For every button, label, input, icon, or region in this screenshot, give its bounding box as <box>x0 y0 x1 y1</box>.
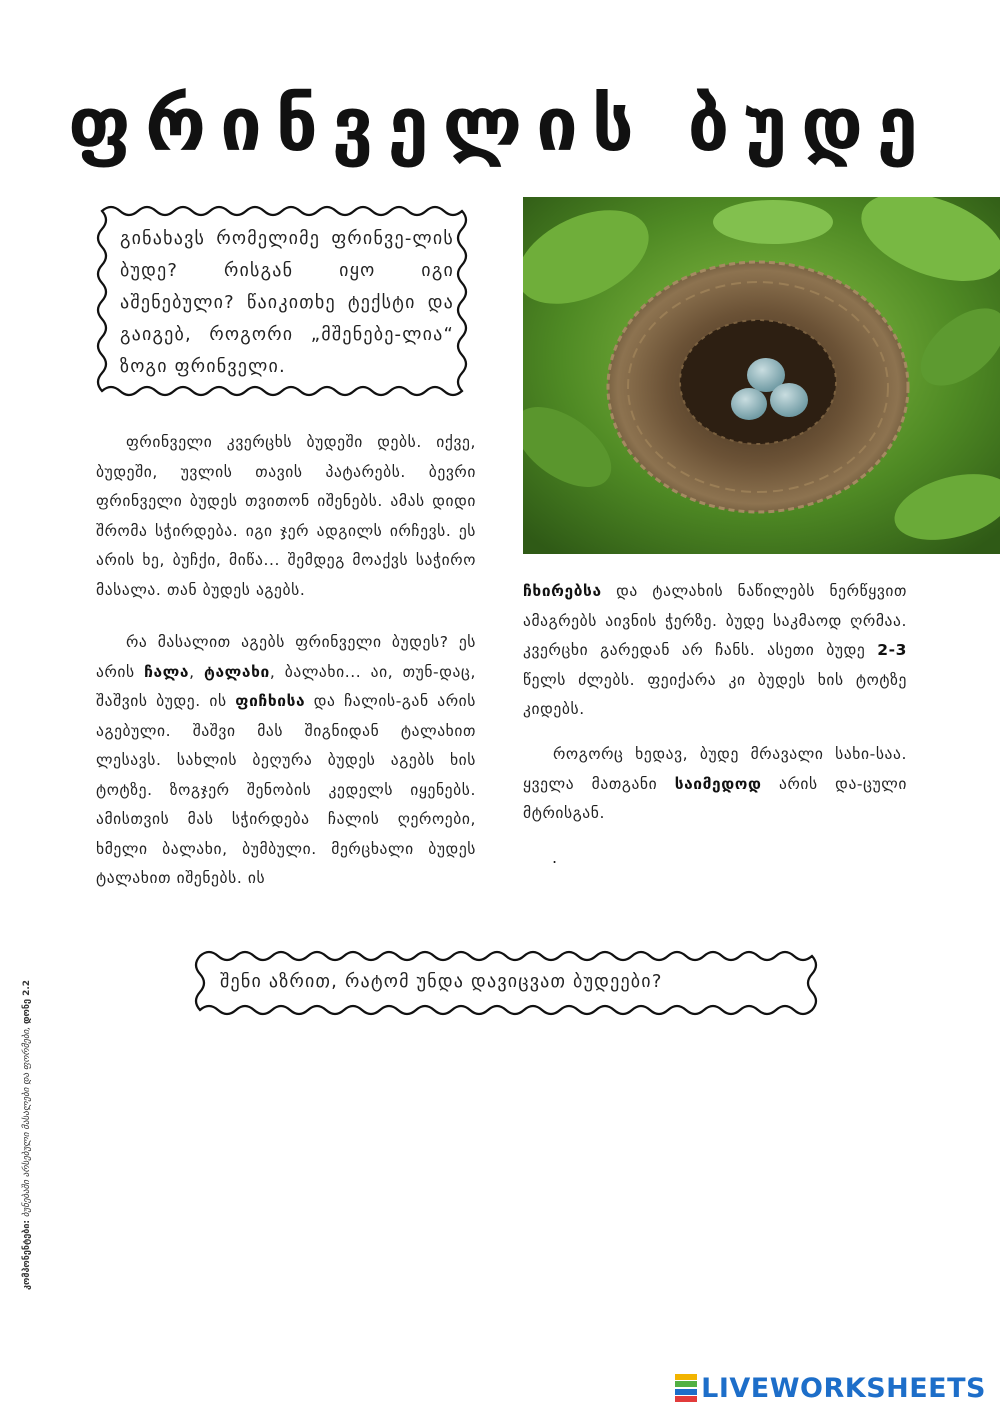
worksheet-title: ფრინველის ბუდე <box>68 82 932 168</box>
prompt-box <box>96 205 474 403</box>
text-run: როგორც ხედავ, ბუდე მრავალი სახი-საა. ყველა მათგანი <box>523 745 907 793</box>
keyword-talakhi: ტალახი <box>204 662 270 681</box>
credit-level: დონე 2.2 <box>22 979 32 1024</box>
keyword-chala: ჩალა <box>144 662 190 681</box>
bird-nest-photo <box>523 197 1000 554</box>
credit-text: ბუნებაში არსებული მასალები და ფორმები, <box>22 1023 32 1220</box>
question-text: შენი აზრით, რატომ უნდა დავიცვათ ბუდეები? <box>220 971 663 992</box>
left-paragraph-1: ფრინველი კვერცხს ბუდეში დებს. იქვე, ბუდეში, უვლის თავის პატარებს. ბევრი ფრინველი ბუდეს თვითონ იშენებს. ამას დიდი შრომა სჭირდება. იგი ჯერ ადგილს ირჩევს. ეს არის ხე, ბუჩქი, მიწა... შემდეგ მოაქვს საჭირო მასალა. თან ბუდეს აგებს. <box>96 433 476 599</box>
keyword-saimedod: საიმედოდ <box>674 774 762 793</box>
text-run: რა მასალით აგებს ფრინველი ბუდეს? ეს არის <box>96 633 476 681</box>
text-run: წელს ძლებს. ფეიქარა კი ბუდეს ხის ტოტზე კიდებს. <box>523 670 907 718</box>
stray-dot: . <box>552 848 558 867</box>
text-run: და ჩალის-გან არის აგებული. შაშვი მას შიგნიდან ტალახით ლესავს. სახლის ბეღურა ბუდეს აგებს ხის ტოტზე. ზოგჯერ შენობის კედელს იყენებს. ამისთვის მას სჭირდება ჩალის ღეროები, ხმელი ბალახი, ბუმბული. მერცხალი ბუდეს ტალახით იშენებს. ის <box>96 692 476 887</box>
text-run: , <box>189 662 205 681</box>
keyword-chkhirebsa: ჩხირებსა <box>523 582 602 600</box>
text-run: , ბალახი... აი, თუნ-დაც, შაშვის ბუდე. ის <box>96 662 476 710</box>
right-paragraph-2 <box>523 740 907 829</box>
text-run: და ტალახის ნაწილებს ნერწყვით ამაგრებს აივნის ჭერზე. ბუდე საკმაოდ ღრმაა. კვერცხი გარედან არ ჩანს. ასეთი ბუდე <box>523 582 907 659</box>
side-credit <box>22 980 32 1290</box>
credit-label: კომპონენტები: <box>22 1219 32 1290</box>
text-run: არის და-ცული მტრისგან. <box>523 774 907 822</box>
left-paragraph-2 <box>96 628 476 894</box>
right-paragraph-1 <box>523 577 907 725</box>
keyword-pichkhisa: ფიჩხისა <box>235 692 306 710</box>
liveworksheets-mark-icon <box>675 1374 697 1402</box>
bird-nest-with-eggs-icon <box>523 197 1000 554</box>
logo-text: LIVEWORKSHEETS <box>701 1372 986 1404</box>
prompt-text: გინახავს რომელიმე ფრინვე-ლის ბუდე? რისგან იყო იგი აშენებული? წაიკითხე ტექსტი და გაიგებ, როგორი „მშენებე-ლია“ ზოგი ფრინველი. <box>120 228 454 377</box>
keyword-years: 2-3 <box>877 641 907 659</box>
liveworksheets-logo[interactable] <box>675 1370 986 1406</box>
question-box <box>194 950 806 1018</box>
